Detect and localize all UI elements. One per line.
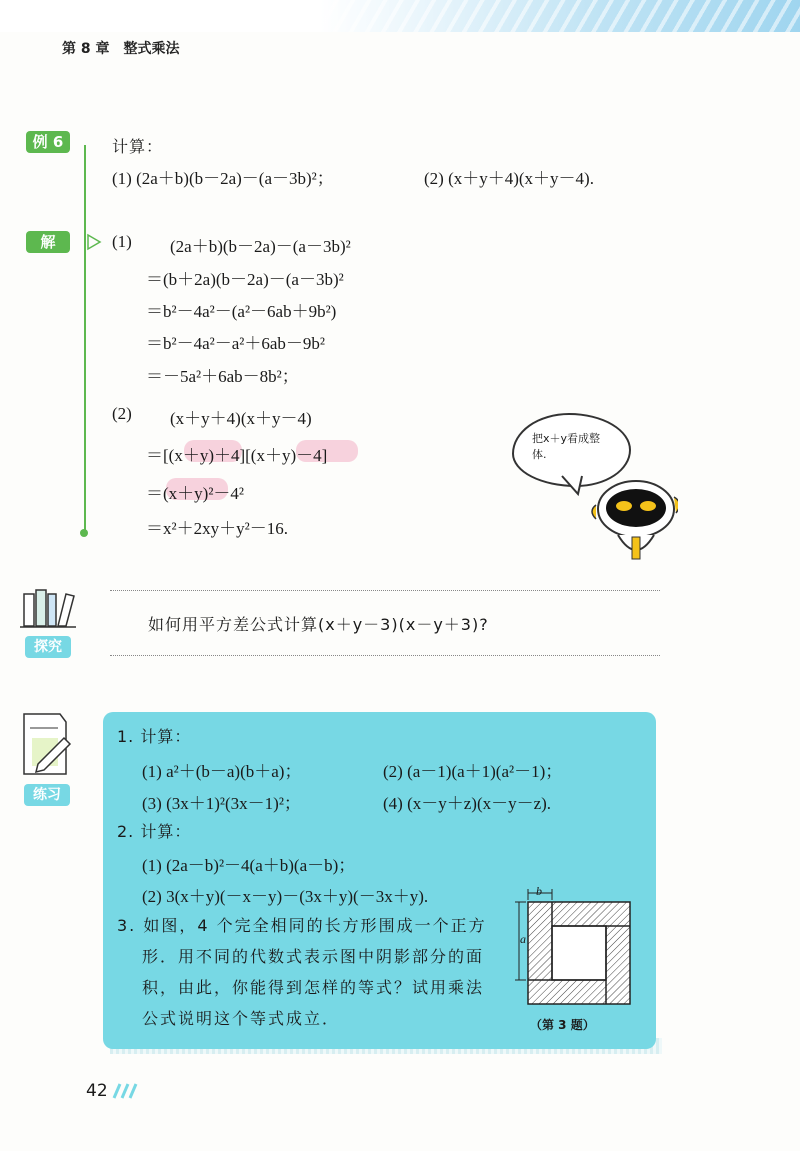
example-tag: 例 6 <box>26 131 70 153</box>
explore-tag: 探究 <box>25 636 71 658</box>
practice-q2-item-1: (1) (2a－b)²－4(a＋b)(a－b)； <box>142 856 356 875</box>
figure-label-a: a <box>520 932 526 946</box>
part1-line-5: ＝－5a²＋6ab－8b²； <box>146 367 299 386</box>
practice-q1-item-3: (3) (3x＋1)²(3x－1)²； <box>142 794 301 813</box>
practice-q1-item-4: (4) (x－y＋z)(x－y－z). <box>383 794 552 813</box>
practice-q1-item-1: (1) a²＋(b－a)(b＋a)； <box>142 762 302 781</box>
practice-q3-line-2: 形．用不同的代数式表示图中阴影部分的面 <box>142 947 485 966</box>
books-icon <box>20 586 76 630</box>
part2-line-2: ＝[(x＋y)＋4][(x＋y)－4] <box>146 446 328 465</box>
practice-q1-title: 1. 计算： <box>117 727 192 746</box>
explore-question: 如何用平方差公式计算(x＋y－3)(x－y＋3)? <box>148 615 489 634</box>
example-problem-2: (2) (x＋y＋4)(x＋y－4). <box>424 169 594 188</box>
practice-q2-title: 2. 计算： <box>117 822 192 841</box>
page-number: 42 <box>86 1081 108 1101</box>
part1-line-2: ＝(b＋2a)(b－2a)－(a－3b)² <box>146 270 344 289</box>
bubble-text: 把x＋y看成整体. <box>532 432 601 461</box>
header-stripes <box>210 0 800 32</box>
page-number-slashes-icon <box>108 1082 140 1100</box>
part2-line-3: ＝(x＋y)²－4² <box>146 484 245 503</box>
figure-label-b: b <box>536 884 542 898</box>
chapter-title: 第 8 章 整式乘法 <box>62 41 180 57</box>
figure-caption: （第 3 题） <box>530 1018 595 1032</box>
explore-bottom-divider <box>110 655 660 656</box>
part1-line-4: ＝b²－4a²－a²＋6ab－9b² <box>146 334 326 353</box>
notebook-pencil-icon <box>18 708 74 780</box>
practice-q3-line-4: 公式说明这个等式成立． <box>142 1009 341 1028</box>
explore-top-divider <box>110 590 660 591</box>
practice-q1-item-2: (2) (a－1)(a＋1)(a²－1)； <box>383 762 563 781</box>
part2-line-4: ＝x²＋2xy＋y²－16. <box>146 519 288 538</box>
part2-line-1: (x＋y＋4)(x＋y－4) <box>170 409 312 428</box>
example-prompt: 计算： <box>112 137 164 156</box>
example-problem-1: (1) (2a＋b)(b－2a)－(a－3b)²； <box>112 169 334 188</box>
part1-line-3: ＝b²－4a²－(a²－6ab＋9b²) <box>146 302 337 321</box>
square-rectangles-figure <box>510 884 638 1008</box>
practice-q3-line-1: 3. 如图，4 个完全相同的长方形围成一个正方 <box>117 916 487 935</box>
robot-mascot-icon <box>586 475 678 565</box>
solution-tag: 解 <box>26 231 70 253</box>
solution-arrow-icon <box>86 233 102 251</box>
practice-q3-line-3: 积，由此，你能得到怎样的等式？试用乘法 <box>142 978 485 997</box>
part1-label: (1) <box>112 232 132 251</box>
part1-line-1: (2a＋b)(b－2a)－(a－3b)² <box>170 237 351 256</box>
practice-q2-item-2: (2) 3(x＋y)(－x－y)－(3x＋y)(－3x＋y). <box>142 887 429 906</box>
example-line-end-dot <box>80 529 88 537</box>
example-vertical-line <box>84 145 86 533</box>
practice-tag: 练习 <box>24 784 70 806</box>
part2-label: (2) <box>112 404 132 423</box>
